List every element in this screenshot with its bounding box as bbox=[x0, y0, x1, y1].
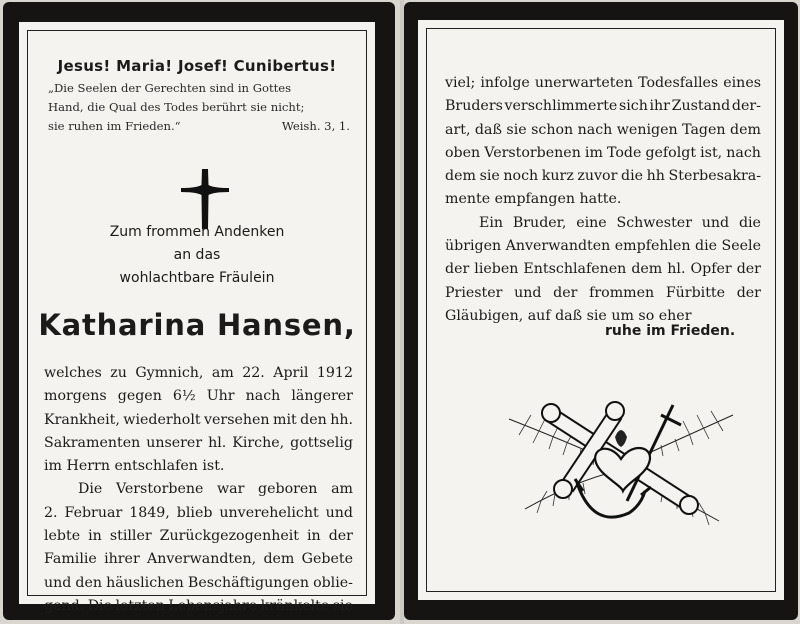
text-line: Familie ihrer Anverwandten, dem Gebete bbox=[44, 551, 353, 568]
cross-icon bbox=[181, 169, 229, 229]
text-line: Krankheit, wiederholt versehen mit den hh. bbox=[44, 411, 353, 428]
right-inner-frame bbox=[426, 28, 776, 592]
memorial-line-1: Zum frommen Andenken bbox=[109, 224, 285, 240]
faith-hope-charity-emblem-icon bbox=[505, 401, 737, 537]
text-line: gend. Die letzten Lebensjahre kränkelte sie bbox=[44, 597, 353, 614]
fold-crease bbox=[400, 0, 404, 624]
right-paper bbox=[418, 20, 784, 600]
text-line: Priester und der frommen Fürbitte der bbox=[445, 284, 761, 301]
scripture-quote bbox=[48, 79, 350, 136]
deceased-name: Katharina Hansen, bbox=[38, 308, 356, 342]
memorial-line-3: wohlachtbare Fräulein bbox=[119, 270, 275, 286]
text-line: Bruders verschlimmerte sich ihr Zustand der- bbox=[445, 98, 761, 115]
text-line: Ein Bruder, eine Schwester und die bbox=[479, 214, 761, 231]
text-line: und den häuslichen Beschäftigungen oblie- bbox=[44, 574, 353, 591]
text-line: dem sie noch kurz zuvor die hh Sterbesakra- bbox=[445, 168, 761, 185]
right-body-text bbox=[445, 72, 761, 328]
quote-line: Hand, die Qual des Todes berührt sie nicht; bbox=[48, 100, 305, 114]
left-card bbox=[3, 2, 395, 620]
text-line: 2. Februar 1849, blieb unverehelicht und bbox=[44, 504, 353, 521]
left-body-text bbox=[44, 362, 353, 618]
text-line: Sakramenten unserer hl. Kirche, gottselig bbox=[44, 434, 353, 451]
text-line: im Herrn entschlafen ist. bbox=[44, 458, 225, 475]
text-line: Die Verstorbene war geboren am bbox=[78, 481, 353, 498]
text-line: art, daß sie schon nach wenigen Tagen dem bbox=[445, 121, 761, 138]
text-line: übrigen Anverwandten empfehlen die Seele bbox=[445, 238, 761, 255]
text-line: Gläubigen, auf daß sie um so eher bbox=[445, 307, 692, 324]
quote-reference: Weish. 3, 1. bbox=[281, 119, 350, 133]
text-line: morgens gegen 6½ Uhr nach längerer bbox=[44, 388, 353, 405]
text-line: lebte in stiller Zurückgezogenheit in der bbox=[44, 528, 353, 545]
right-card bbox=[404, 2, 798, 620]
text-line: oben Verstorbenen im Tode gefolgt ist, nach bbox=[445, 144, 761, 161]
text-line: mente empfangen hatte. bbox=[445, 191, 622, 208]
text-line: viel; infolge unerwarteten Todesfalles eines bbox=[445, 75, 761, 91]
invocation-heading: Jesus! Maria! Josef! Cunibertus! bbox=[57, 57, 337, 75]
quote-line: „Die Seelen der Gerechten sind in Gottes bbox=[48, 81, 292, 95]
text-line: welches zu Gymnich, am 22. April 1912 bbox=[44, 365, 353, 381]
closing-line: ruhe im Frieden. bbox=[605, 323, 736, 339]
memorial-line-2: an das bbox=[173, 247, 221, 263]
left-inner-frame bbox=[27, 30, 367, 614]
text-line: der lieben Entschlafenen dem hl. Opfer der bbox=[445, 261, 761, 278]
left-paper bbox=[19, 22, 375, 614]
quote-last-line bbox=[48, 117, 350, 136]
quote-line: sie ruhen im Frieden.“ bbox=[48, 119, 181, 133]
